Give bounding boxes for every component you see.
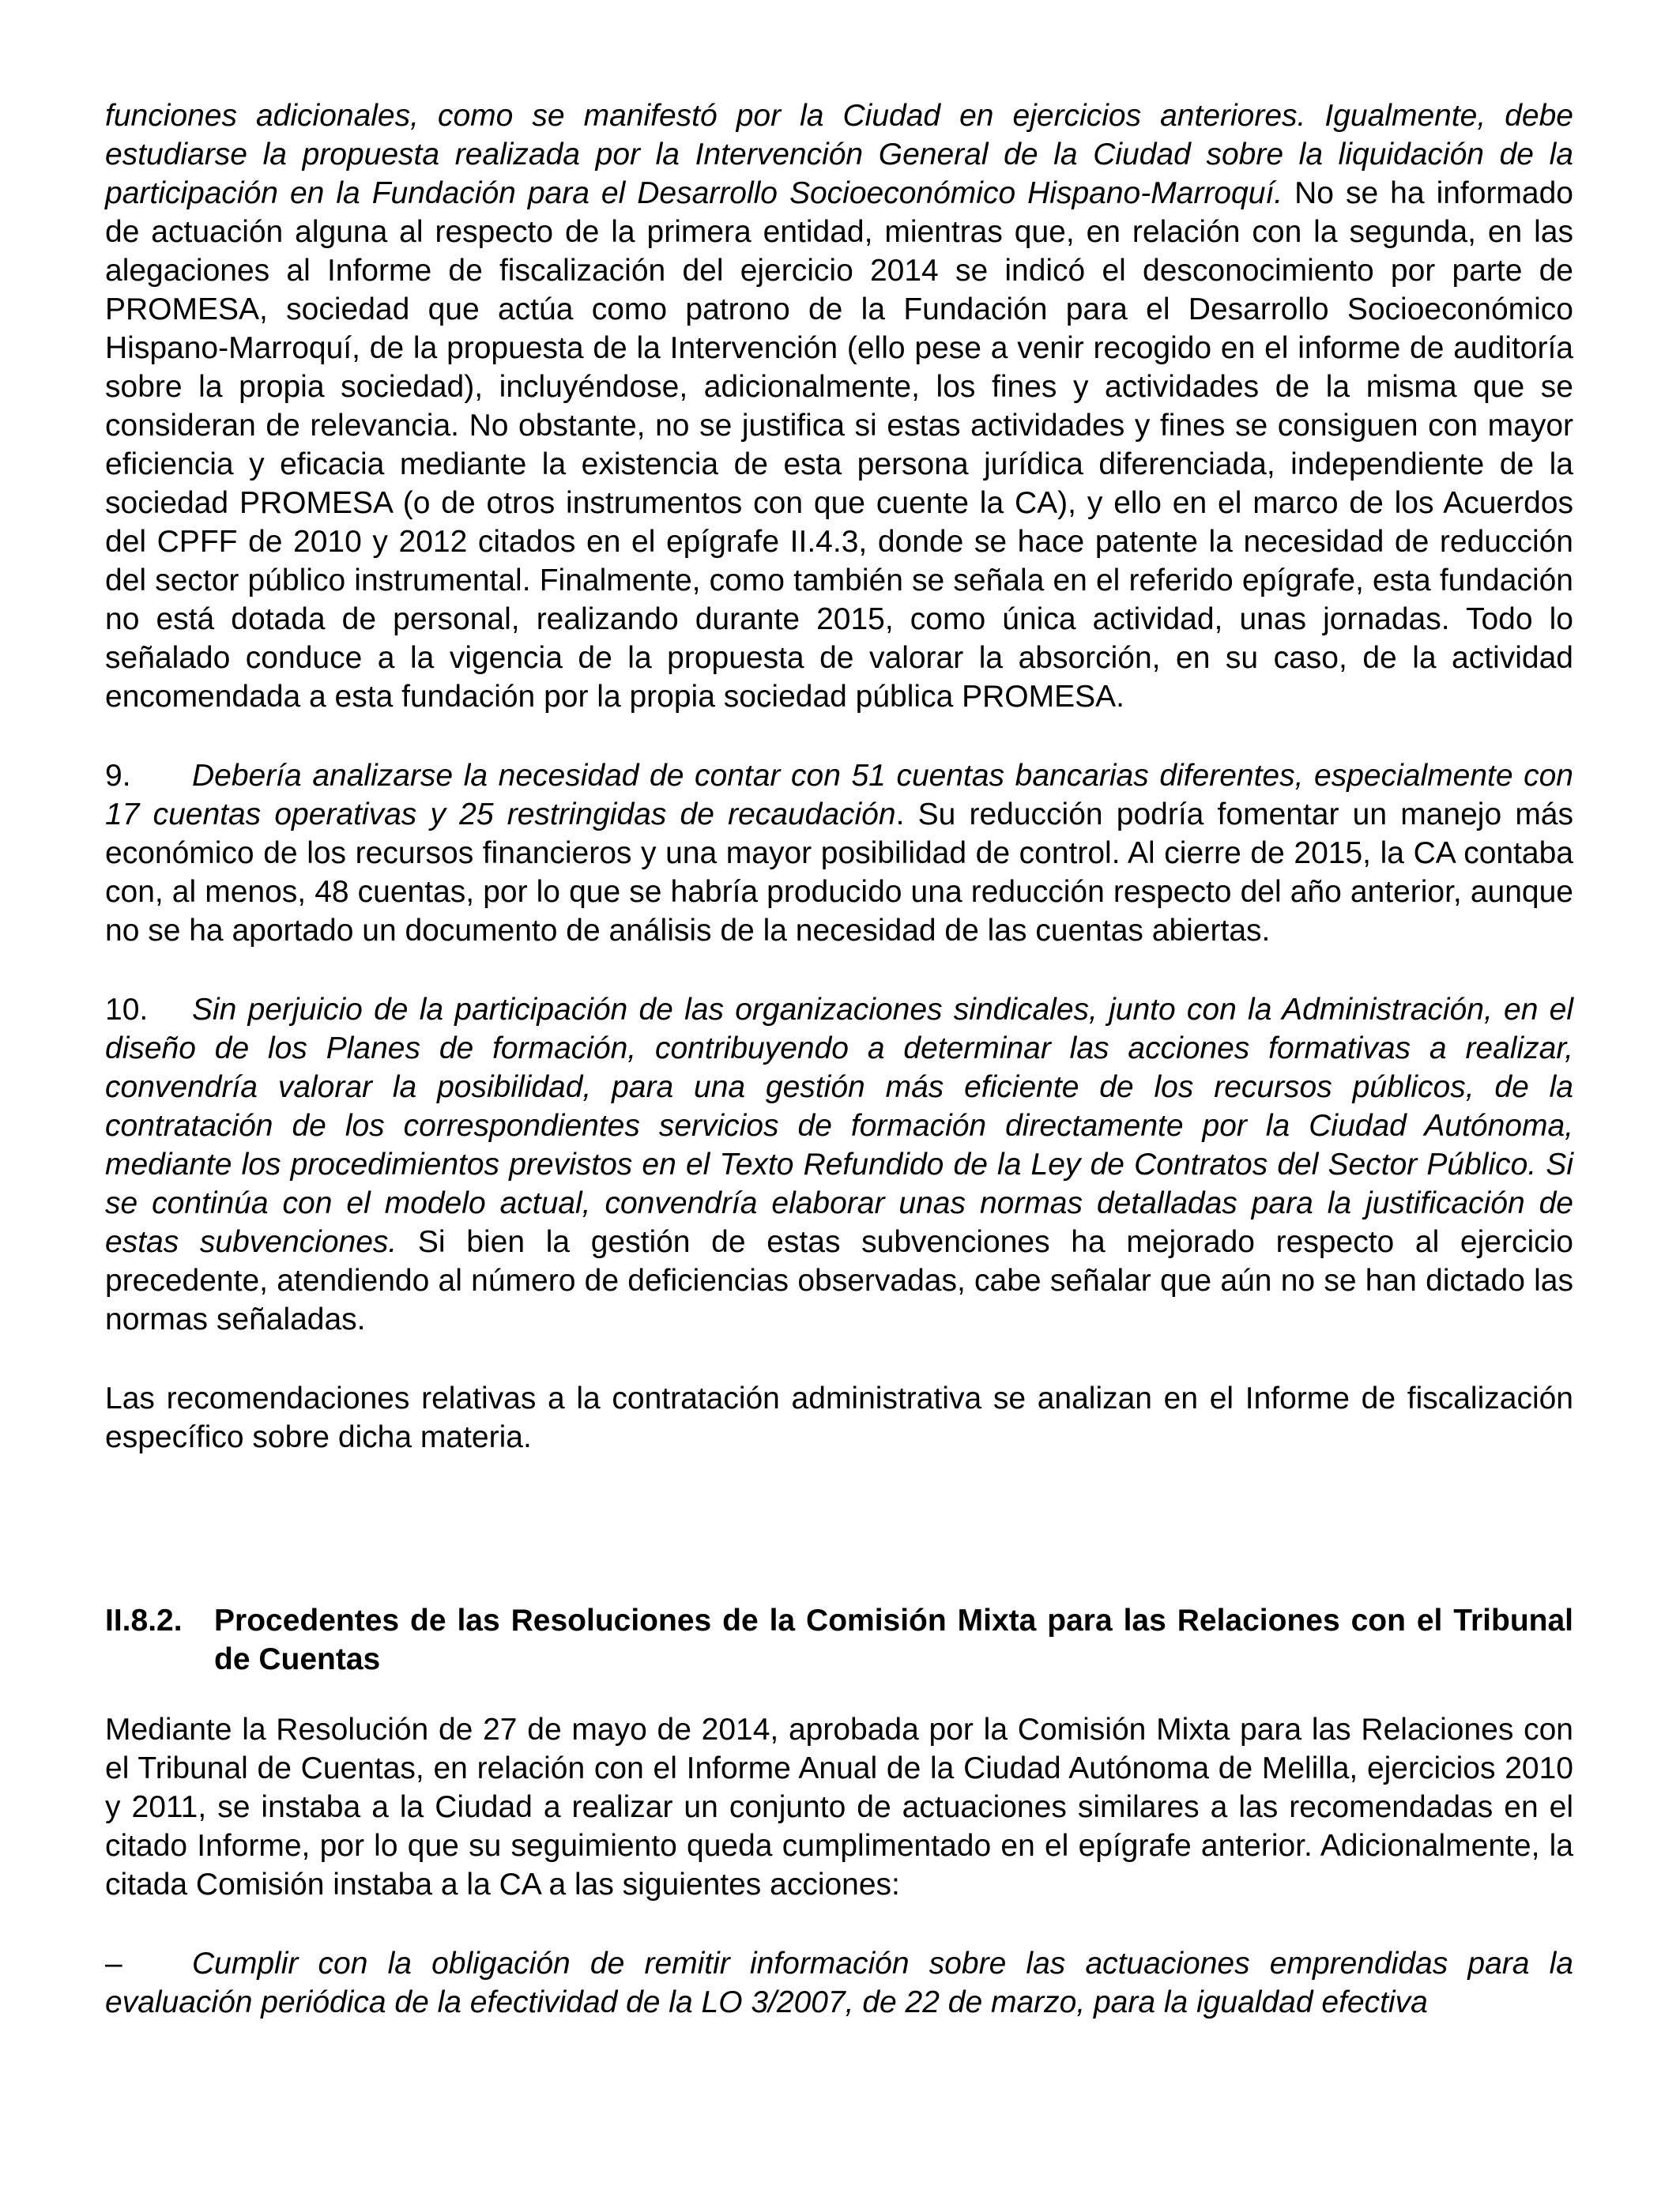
bullet-item-1-italic: Cumplir con la obligación de remitir información sobre las actuaciones emprendidas para la evaluación periódica de la efectividad de la LO 3/2007, de 22 de marzo, para la igualdad efectiva <box>105 1947 1573 2019</box>
paragraph-foundation <box>105 96 1573 716</box>
recommendation-9 <box>105 756 1573 950</box>
recommendation-9-text: . Su reducción podría fomentar un manejo más económico de los recursos financieros y una mayor posibilidad de control. Al cierre de 2015, la CA contaba con, al menos, 48 cuentas, por lo que se habría producido una reducción respecto del año anterior, aunque no se ha aportado un documento de análisis de la necesidad de las cuentas abiertas. <box>105 797 1573 948</box>
paragraph-foundation-italic: funciones adicionales, como se manifestó por la Ciudad en ejercicios anteriores. Igualmente, debe estudiarse la propuesta realizada por la Intervención General de la Ciudad sobre la liquidación de la participación en la Fundación para el Desarrollo Socioeconómico Hispano-Marroquí. <box>105 99 1573 210</box>
recommendation-10-text: Si bien la gestión de estas subvenciones ha mejorado respecto al ejercicio precedente, atendiendo al número de deficiencias observadas, cabe señalar que aún no se han dictado las normas señaladas. <box>105 1225 1573 1336</box>
recommendation-10-number: 10. <box>105 993 149 1027</box>
recommendation-9-number: 9. <box>105 759 131 793</box>
recommendation-10-italic: Sin perjuicio de la participación de las organizaciones sindicales, junto con la Administración, en el diseño de los Planes de formación, contribuyendo a determinar las acciones formativas a realizar, convendría valorar la posibilidad, para una gestión más eficiente de los recursos públicos, de la contratación de los correspondientes servicios de formación directamente por la Ciudad Autónoma, mediante los procedimientos previstos en el Texto Refundido de la Ley de Contratos del Sector Público. Si se continúa con el modelo actual, convendría elaborar unas normas detalladas para la justificación de estas subvenciones. <box>105 993 1573 1259</box>
paragraph-resolution: Mediante la Resolución de 27 de mayo de 2014, aprobada por la Comisión Mixta para las Relaciones con el Tribunal de Cuentas, en relación con el Informe Anual de la Ciudad Autónoma de Melilla, ejercicios 2010 y 2011, se instaba a la Ciudad a realizar un conjunto de actuaciones similares a las recomendadas en el citado Informe, por lo que su seguimiento queda cumplimentado en el epígrafe anterior. Adicionalmente, la citada Comisión instaba a la CA a las siguientes acciones: <box>105 1713 1573 1902</box>
paragraph-contracting: Las recomendaciones relativas a la contratación administrativa se analizan en el Informe de fiscalización específico sobre dicha materia. <box>105 1382 1573 1454</box>
section-heading-number: II.8.2. <box>105 1604 183 1638</box>
section-heading-title: Procedentes de las Resoluciones de la Comisión Mixta para las Relaciones con el Tribunal de Cuentas <box>214 1604 1573 1676</box>
bullet-dash: – <box>105 1947 122 1981</box>
recommendation-10 <box>105 990 1573 1339</box>
section-heading <box>105 1601 1573 1679</box>
paragraph-foundation-text: No se ha informado de actuación alguna al respecto de la primera entidad, mientras que, en relación con la segunda, en las alegaciones al Informe de fiscalización del ejercicio 2014 se indicó el desconocimiento por parte de PROMESA, sociedad que actúa como patrono de la Fundación para el Desarrollo Socioeconómico Hispano-Marroquí, de la propuesta de la Intervención (ello pese a venir recogido en el informe de auditoría sobre la propia sociedad), incluyéndose, adicionalmente, los fines y actividades de la misma que se consideran de relevancia. No obstante, no se justifica si estas actividades y fines se consiguen con mayor eficiencia y eficacia mediante la existencia de esta persona jurídica diferenciada, independiente de la sociedad PROMESA (o de otros instrumentos con que cuente la CA), y ello en el marco de los Acuerdos del CPFF de 2010 y 2012 citados en el epígrafe II.4.3, donde se hace patente la necesidad de reducción del sector público instrumental. Finalmente, como también se señala en el referido epígrafe, esta fundación no está dotada de personal, realizando durante 2015, como única actividad, unas jornadas. Todo lo señalado conduce a la vigencia de la propuesta de valorar la absorción, en su caso, de la actividad encomendada a esta fundación por la propia sociedad pública PROMESA. <box>105 176 1573 714</box>
bullet-item-1 <box>105 1944 1573 2022</box>
recommendation-9-italic: Debería analizarse la necesidad de contar con 51 cuentas bancarias diferentes, especialmente con 17 cuentas operativas y 25 restringidas de recaudación <box>105 759 1573 831</box>
document-page <box>105 96 1573 2022</box>
